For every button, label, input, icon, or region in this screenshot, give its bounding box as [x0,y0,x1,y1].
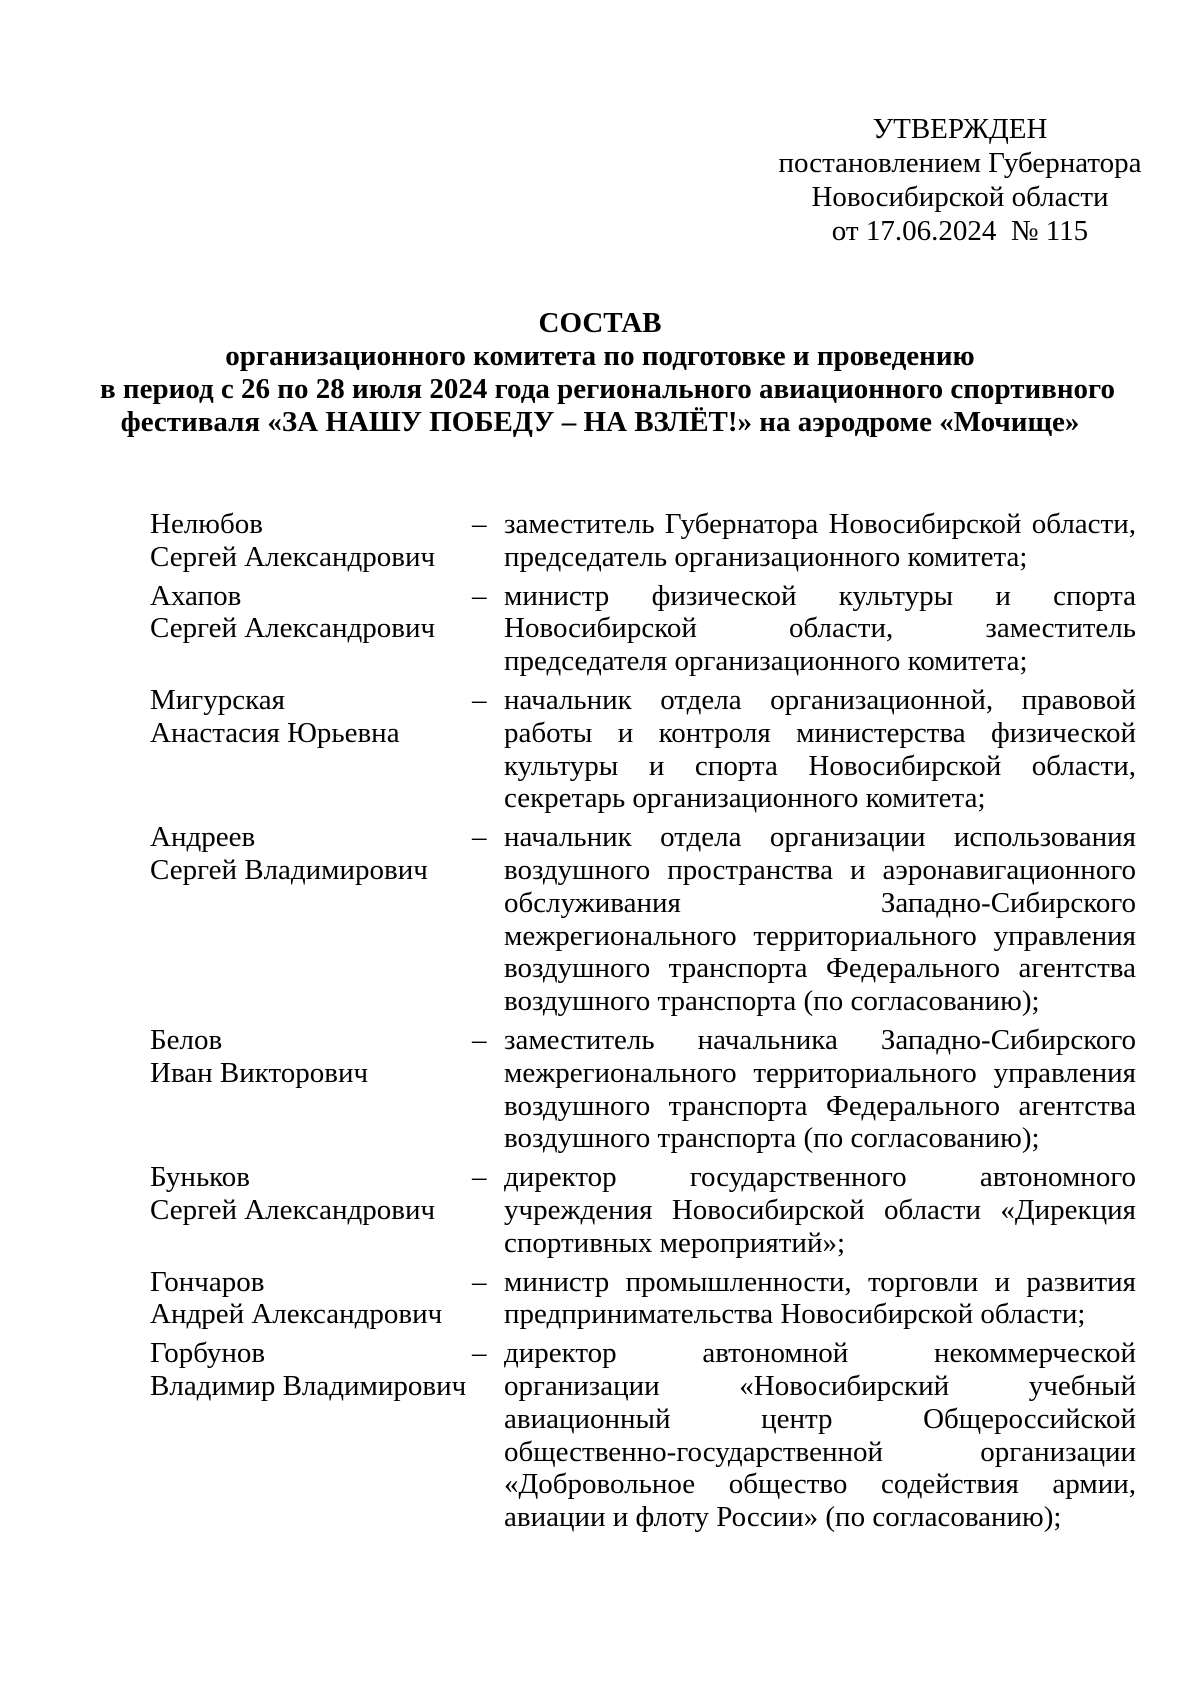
dash-separator: – [472,508,487,540]
dash-separator: – [472,1161,487,1194]
member-entry [150,684,1140,815]
member-role: директор автономной некоммерческой организации «Новосибирский учебный авиационный центр Общероссийской общественно-государственной организации «Добровольное общество содействия армии, авиации и флоту России» (по согласованию); [504,1337,1136,1534]
member-surname: Буньков [150,1161,250,1194]
approval-stamp-block [760,112,1160,248]
dash-separator: – [472,579,487,612]
title-heading: СОСТАВ [538,307,662,339]
member-entry [150,1024,1140,1155]
member-entry [150,508,1140,574]
approval-line: постановлением Губернатора [778,147,1142,179]
member-name [150,508,470,574]
title-line: организационного комитета по подготовке и проведению [225,340,975,372]
member-name [150,684,470,815]
member-entry [150,1337,1140,1534]
member-name [150,821,470,1018]
member-role: министр промышленности, торговли и развития предпринимательства Новосибирской области; [504,1265,1136,1331]
member-role: министр физической культуры и спорта Новосибирской области, заместитель председателя организационного комитета; [504,579,1136,678]
member-role: начальник отдела организационной, правовой работы и контроля министерства физической культуры и спорта Новосибирской области, секретарь организационного комитета; [504,683,1136,815]
approval-date-number: от 17.06.2024 № 115 [831,215,1089,247]
member-entry [150,580,1140,678]
member-role: заместитель Губернатора Новосибирской области, председатель организационного комитета; [504,508,1136,573]
member-entry [150,1266,1140,1332]
member-surname: Гончаров [150,1265,265,1298]
member-surname: Ахапов [150,579,242,612]
member-given-names: Владимир Владимирович [150,1369,467,1402]
dash-separator: – [472,821,487,854]
member-given-names: Иван Викторович [150,1056,369,1089]
dash-separator: – [472,1023,487,1056]
member-surname: Горбунов [150,1337,266,1370]
member-name [150,1024,470,1155]
member-role: директор государственного автономного учреждения Новосибирской области «Дирекция спортивных мероприятий»; [504,1161,1136,1259]
title-line: в период с 26 по 28 июля 2024 года регионального авиационного спортивного [100,373,1115,405]
document-title [100,307,1115,439]
dash-separator: – [472,1265,487,1298]
committee-members-list [150,508,1140,1540]
member-given-names: Сергей Александрович [150,1193,436,1226]
member-name [150,580,470,678]
approval-heading: УТВЕРЖДЕН [872,113,1048,145]
approval-line: Новосибирской области [811,181,1109,213]
member-role: начальник отдела организации использования воздушного пространства и аэронавигационного обслуживания Западно-Сибирского межрегионального территориального управления воздушного транспорта Федерального агентства воздушного транспорта (по согласованию); [504,821,1136,1018]
member-role: заместитель начальника Западно-Сибирского межрегионального территориального управления воздушного транспорта Федерального агентства воздушного транспорта (по согласованию); [504,1023,1136,1155]
member-surname: Белов [150,1023,223,1056]
title-line: фестиваля «ЗА НАШУ ПОБЕДУ – НА ВЗЛЁТ!» на аэродроме «Мочище» [120,406,1080,438]
member-surname: Андреев [150,821,256,854]
member-given-names: Сергей Александрович [150,612,436,645]
member-name [150,1266,470,1332]
member-given-names: Андрей Александрович [150,1298,443,1331]
member-entry [150,1161,1140,1259]
member-name [150,1337,470,1534]
member-given-names: Сергей Владимирович [150,853,428,886]
member-name [150,1161,470,1259]
dash-separator: – [472,683,487,716]
member-entry [150,821,1140,1018]
member-given-names: Сергей Александрович [150,540,436,573]
dash-separator: – [472,1337,487,1370]
member-surname: Мигурская [150,683,285,716]
member-given-names: Анастасия Юрьевна [150,716,400,749]
member-surname: Нелюбов [150,508,263,540]
